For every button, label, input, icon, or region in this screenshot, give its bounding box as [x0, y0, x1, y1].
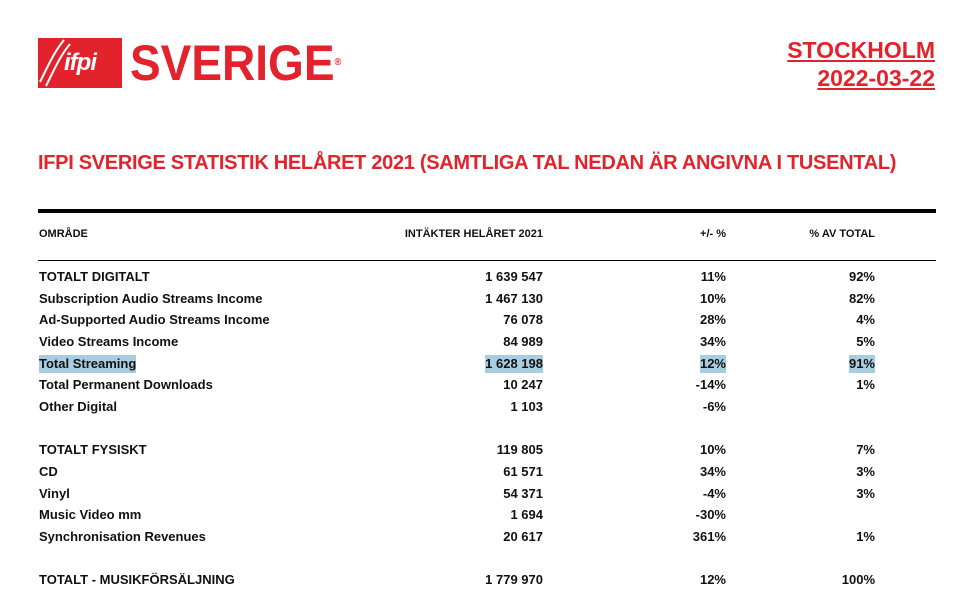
row-change: 12%: [699, 572, 726, 587]
logo-word-text: SVERIGE: [130, 35, 335, 91]
row-income: 1 103: [510, 399, 543, 414]
table-row: [0, 441, 968, 461]
logo-mark-text: ifpi: [64, 49, 96, 76]
column-header-area: OMRÅDE: [39, 228, 88, 240]
row-change: 361%: [692, 529, 726, 544]
row-share: 91%: [848, 356, 875, 371]
table-row-highlighted: [0, 355, 968, 375]
document-title: IFPI SVERIGE STATISTIK HELÅRET 2021 (SAMTLIGA TAL NEDAN ÄR ANGIVNA I TUSENTAL): [38, 152, 897, 174]
table-row: [0, 311, 968, 331]
registered-mark: ®: [334, 57, 342, 68]
row-label: Video Streams Income: [39, 334, 179, 349]
table-row: [0, 376, 968, 396]
table-row: [0, 463, 968, 483]
row-label: Music Video mm: [39, 507, 142, 522]
row-share: 3%: [856, 486, 875, 501]
row-income: 54 371: [503, 486, 543, 501]
logo-wordmark: [130, 35, 342, 91]
row-label: Total Streaming: [39, 356, 137, 371]
row-income: 1 639 547: [485, 269, 543, 284]
row-label: TOTALT DIGITALT: [39, 269, 150, 284]
ifpi-logo-mark: [38, 38, 122, 88]
row-share: 1%: [856, 529, 875, 544]
row-share: 4%: [856, 312, 875, 327]
row-change: 34%: [699, 334, 726, 349]
table-top-rule: [38, 209, 936, 213]
row-income: 119 805: [496, 442, 543, 457]
row-change: 12%: [699, 356, 726, 371]
row-change: -30%: [695, 507, 726, 522]
row-share: 5%: [856, 334, 875, 349]
row-income: 84 989: [503, 334, 543, 349]
row-change: 10%: [699, 442, 726, 457]
row-change: -14%: [695, 377, 726, 392]
row-income: 61 571: [503, 464, 543, 479]
place: STOCKHOLM: [787, 37, 935, 63]
row-label: Ad-Supported Audio Streams Income: [39, 312, 270, 327]
table-row: [0, 398, 968, 418]
row-share: 3%: [856, 464, 875, 479]
row-income: 1 628 198: [485, 356, 543, 371]
row-share: 100%: [841, 572, 875, 587]
row-label: Vinyl: [39, 486, 70, 501]
place-and-date: [787, 36, 935, 92]
ifpi-sverige-logo: [38, 35, 360, 91]
table-row: [0, 333, 968, 353]
row-change: 28%: [699, 312, 726, 327]
row-income: 10 247: [503, 377, 543, 392]
row-change: -6%: [702, 399, 726, 414]
row-change: -4%: [702, 486, 726, 501]
row-share: 1%: [856, 377, 875, 392]
row-label: Subscription Audio Streams Income: [39, 291, 263, 306]
table-row: [0, 290, 968, 310]
column-header-change: +/- %: [700, 228, 726, 240]
row-change: 11%: [700, 269, 726, 284]
row-label: Synchronisation Revenues: [39, 529, 206, 544]
header-bottom-rule: [38, 260, 936, 261]
column-header-income: INTÄKTER HELÅRET 2021: [404, 228, 543, 240]
row-income: 20 617: [503, 529, 543, 544]
table-row-total: [0, 571, 968, 591]
row-label: Other Digital: [39, 399, 118, 414]
row-share: 7%: [856, 442, 875, 457]
row-share: 82%: [848, 291, 875, 306]
row-label: Total Permanent Downloads: [39, 377, 213, 392]
row-income: 1 779 970: [485, 572, 543, 587]
row-share: 92%: [848, 269, 875, 284]
table-row: [0, 268, 968, 288]
table-row: [0, 528, 968, 548]
date: 2022-03-22: [817, 65, 935, 91]
row-change: 34%: [699, 464, 726, 479]
row-change: 10%: [699, 291, 726, 306]
row-label: TOTALT FYSISKT: [39, 442, 147, 457]
row-label: CD: [39, 464, 58, 479]
row-income: 76 078: [503, 312, 543, 327]
table-row: [0, 485, 968, 505]
table-row: [0, 506, 968, 526]
row-label: TOTALT - MUSIKFÖRSÄLJNING: [39, 572, 235, 587]
row-income: 1 467 130: [485, 291, 543, 306]
row-income: 1 694: [510, 507, 543, 522]
column-header-share: % AV TOTAL: [809, 228, 875, 240]
